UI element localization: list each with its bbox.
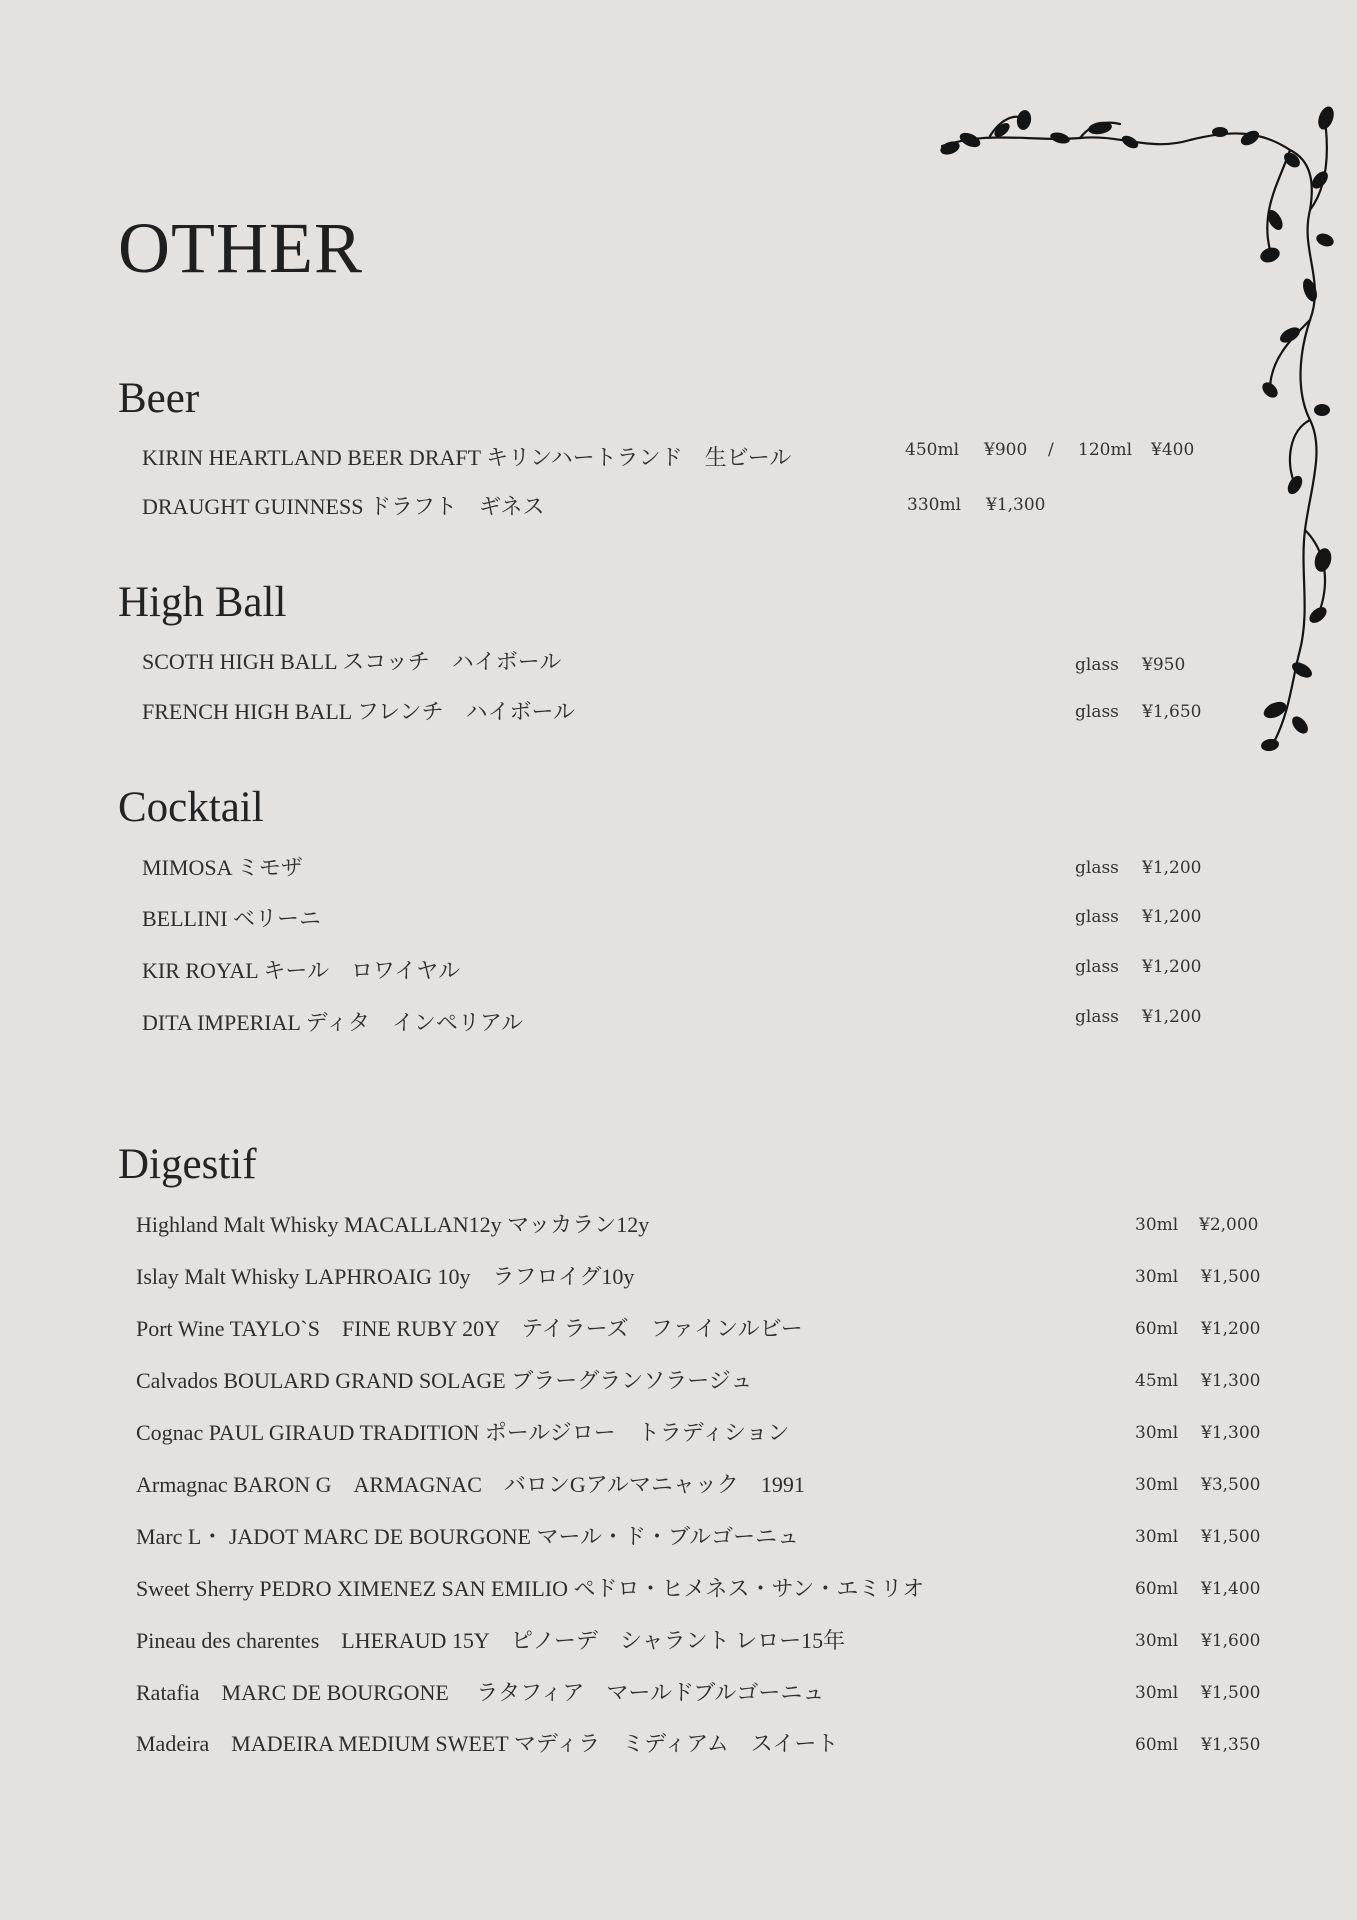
digestif-item-price: ¥1,300 — [1201, 1423, 1261, 1443]
section-heading-highball: High Ball — [118, 579, 287, 626]
digestif-item-price: ¥2,000 — [1199, 1215, 1259, 1235]
page-title: OTHER — [118, 208, 363, 288]
digestif-item-name: Ratafia MARC DE BOURGONE ラタフィア マールドブルゴーニュ — [136, 1680, 825, 1705]
digestif-item-price: ¥1,400 — [1201, 1579, 1261, 1599]
highball-item-size: glass — [1075, 702, 1119, 722]
digestif-item-size: 30ml — [1135, 1267, 1179, 1287]
cocktail-item-size: glass — [1075, 907, 1119, 927]
digestif-item-price: ¥1,300 — [1201, 1371, 1261, 1391]
digestif-item-name: Islay Malt Whisky LAPHROAIG 10y ラフロイグ10y — [136, 1264, 635, 1289]
digestif-item-name: Pineau des charentes LHERAUD 15Y ピノーデ シャラント レロー15年 — [136, 1628, 846, 1653]
cocktail-item-name: DITA IMPERIAL ディタ インペリアル — [142, 1010, 523, 1035]
digestif-item-size: 30ml — [1135, 1215, 1179, 1235]
digestif-item-name: Calvados BOULARD GRAND SOLAGE ブラーグランソラージュ — [136, 1368, 753, 1393]
digestif-item-size: 45ml — [1135, 1371, 1179, 1391]
digestif-item-name: Port Wine TAYLO`S FINE RUBY 20Y テイラーズ ファインルビー — [136, 1316, 803, 1341]
cocktail-item-name: BELLINI ベリーニ — [142, 906, 322, 931]
beer-item-size: 330ml — [907, 495, 962, 515]
cocktail-item-price: ¥1,200 — [1142, 858, 1202, 878]
digestif-item-size: 30ml — [1135, 1423, 1179, 1443]
section-heading-cocktail: Cocktail — [118, 784, 264, 831]
digestif-item-price: ¥1,500 — [1201, 1267, 1261, 1287]
digestif-item-size: 30ml — [1135, 1527, 1179, 1547]
cocktail-item-price: ¥1,200 — [1142, 907, 1202, 927]
digestif-item-size: 60ml — [1135, 1319, 1179, 1339]
beer-item-name: KIRIN HEARTLAND BEER DRAFT キリンハートランド 生ビール — [142, 445, 792, 470]
highball-item-name: SCOTH HIGH BALL スコッチ ハイボール — [142, 649, 562, 674]
beer-item-price: ¥900 — [984, 440, 1028, 460]
digestif-item-name: Armagnac BARON G ARMAGNAC バロンGアルマニャック 1991 — [136, 1472, 805, 1497]
cocktail-item-price: ¥1,200 — [1142, 957, 1202, 977]
digestif-item-name: Highland Malt Whisky MACALLAN12y マッカラン12y — [136, 1212, 650, 1237]
highball-item-price: ¥950 — [1142, 655, 1186, 675]
highball-item-price: ¥1,650 — [1142, 702, 1202, 722]
cocktail-item-name: MIMOSA ミモザ — [142, 855, 303, 880]
digestif-item-price: ¥1,600 — [1201, 1631, 1261, 1651]
digestif-item-size: 30ml — [1135, 1631, 1179, 1651]
cocktail-item-size: glass — [1075, 1007, 1119, 1027]
cocktail-item-name: KIR ROYAL キール ロワイヤル — [142, 958, 461, 983]
section-heading-digestif: Digestif — [118, 1141, 257, 1188]
digestif-item-price: ¥3,500 — [1201, 1475, 1261, 1495]
digestif-item-price: ¥1,200 — [1201, 1319, 1261, 1339]
highball-item-size: glass — [1075, 655, 1119, 675]
beer-item-price: ¥1,300 — [986, 495, 1046, 515]
beer-item-price-small: ¥400 — [1151, 440, 1195, 460]
cocktail-item-size: glass — [1075, 957, 1119, 977]
section-heading-beer: Beer — [118, 375, 200, 422]
digestif-item-size: 30ml — [1135, 1683, 1179, 1703]
digestif-item-name: Sweet Sherry PEDRO XIMENEZ SAN EMILIO ペドロ・ヒメネス・サン・エミリオ — [136, 1576, 925, 1601]
beer-item-size-small: 120ml — [1078, 440, 1133, 460]
cocktail-item-price: ¥1,200 — [1142, 1007, 1202, 1027]
beer-item-name: DRAUGHT GUINNESS ドラフト ギネス — [142, 494, 545, 519]
digestif-item-price: ¥1,350 — [1201, 1735, 1261, 1755]
digestif-item-name: Cognac PAUL GIRAUD TRADITION ポールジロー トラディション — [136, 1420, 790, 1445]
highball-item-name: FRENCH HIGH BALL フレンチ ハイボール — [142, 699, 576, 724]
digestif-item-size: 30ml — [1135, 1475, 1179, 1495]
digestif-item-price: ¥1,500 — [1201, 1683, 1261, 1703]
cocktail-item-size: glass — [1075, 858, 1119, 878]
digestif-item-size: 60ml — [1135, 1735, 1179, 1755]
digestif-item-name: Madeira MADEIRA MEDIUM SWEET マディラ ミディアム スイート — [136, 1731, 839, 1756]
beer-item-size: 450ml — [905, 440, 960, 460]
digestif-item-price: ¥1,500 — [1201, 1527, 1261, 1547]
price-separator: / — [1048, 440, 1054, 460]
digestif-item-size: 60ml — [1135, 1579, 1179, 1599]
digestif-item-name: Marc L・ JADOT MARC DE BOURGONE マール・ド・ブルゴーニュ — [136, 1524, 800, 1549]
